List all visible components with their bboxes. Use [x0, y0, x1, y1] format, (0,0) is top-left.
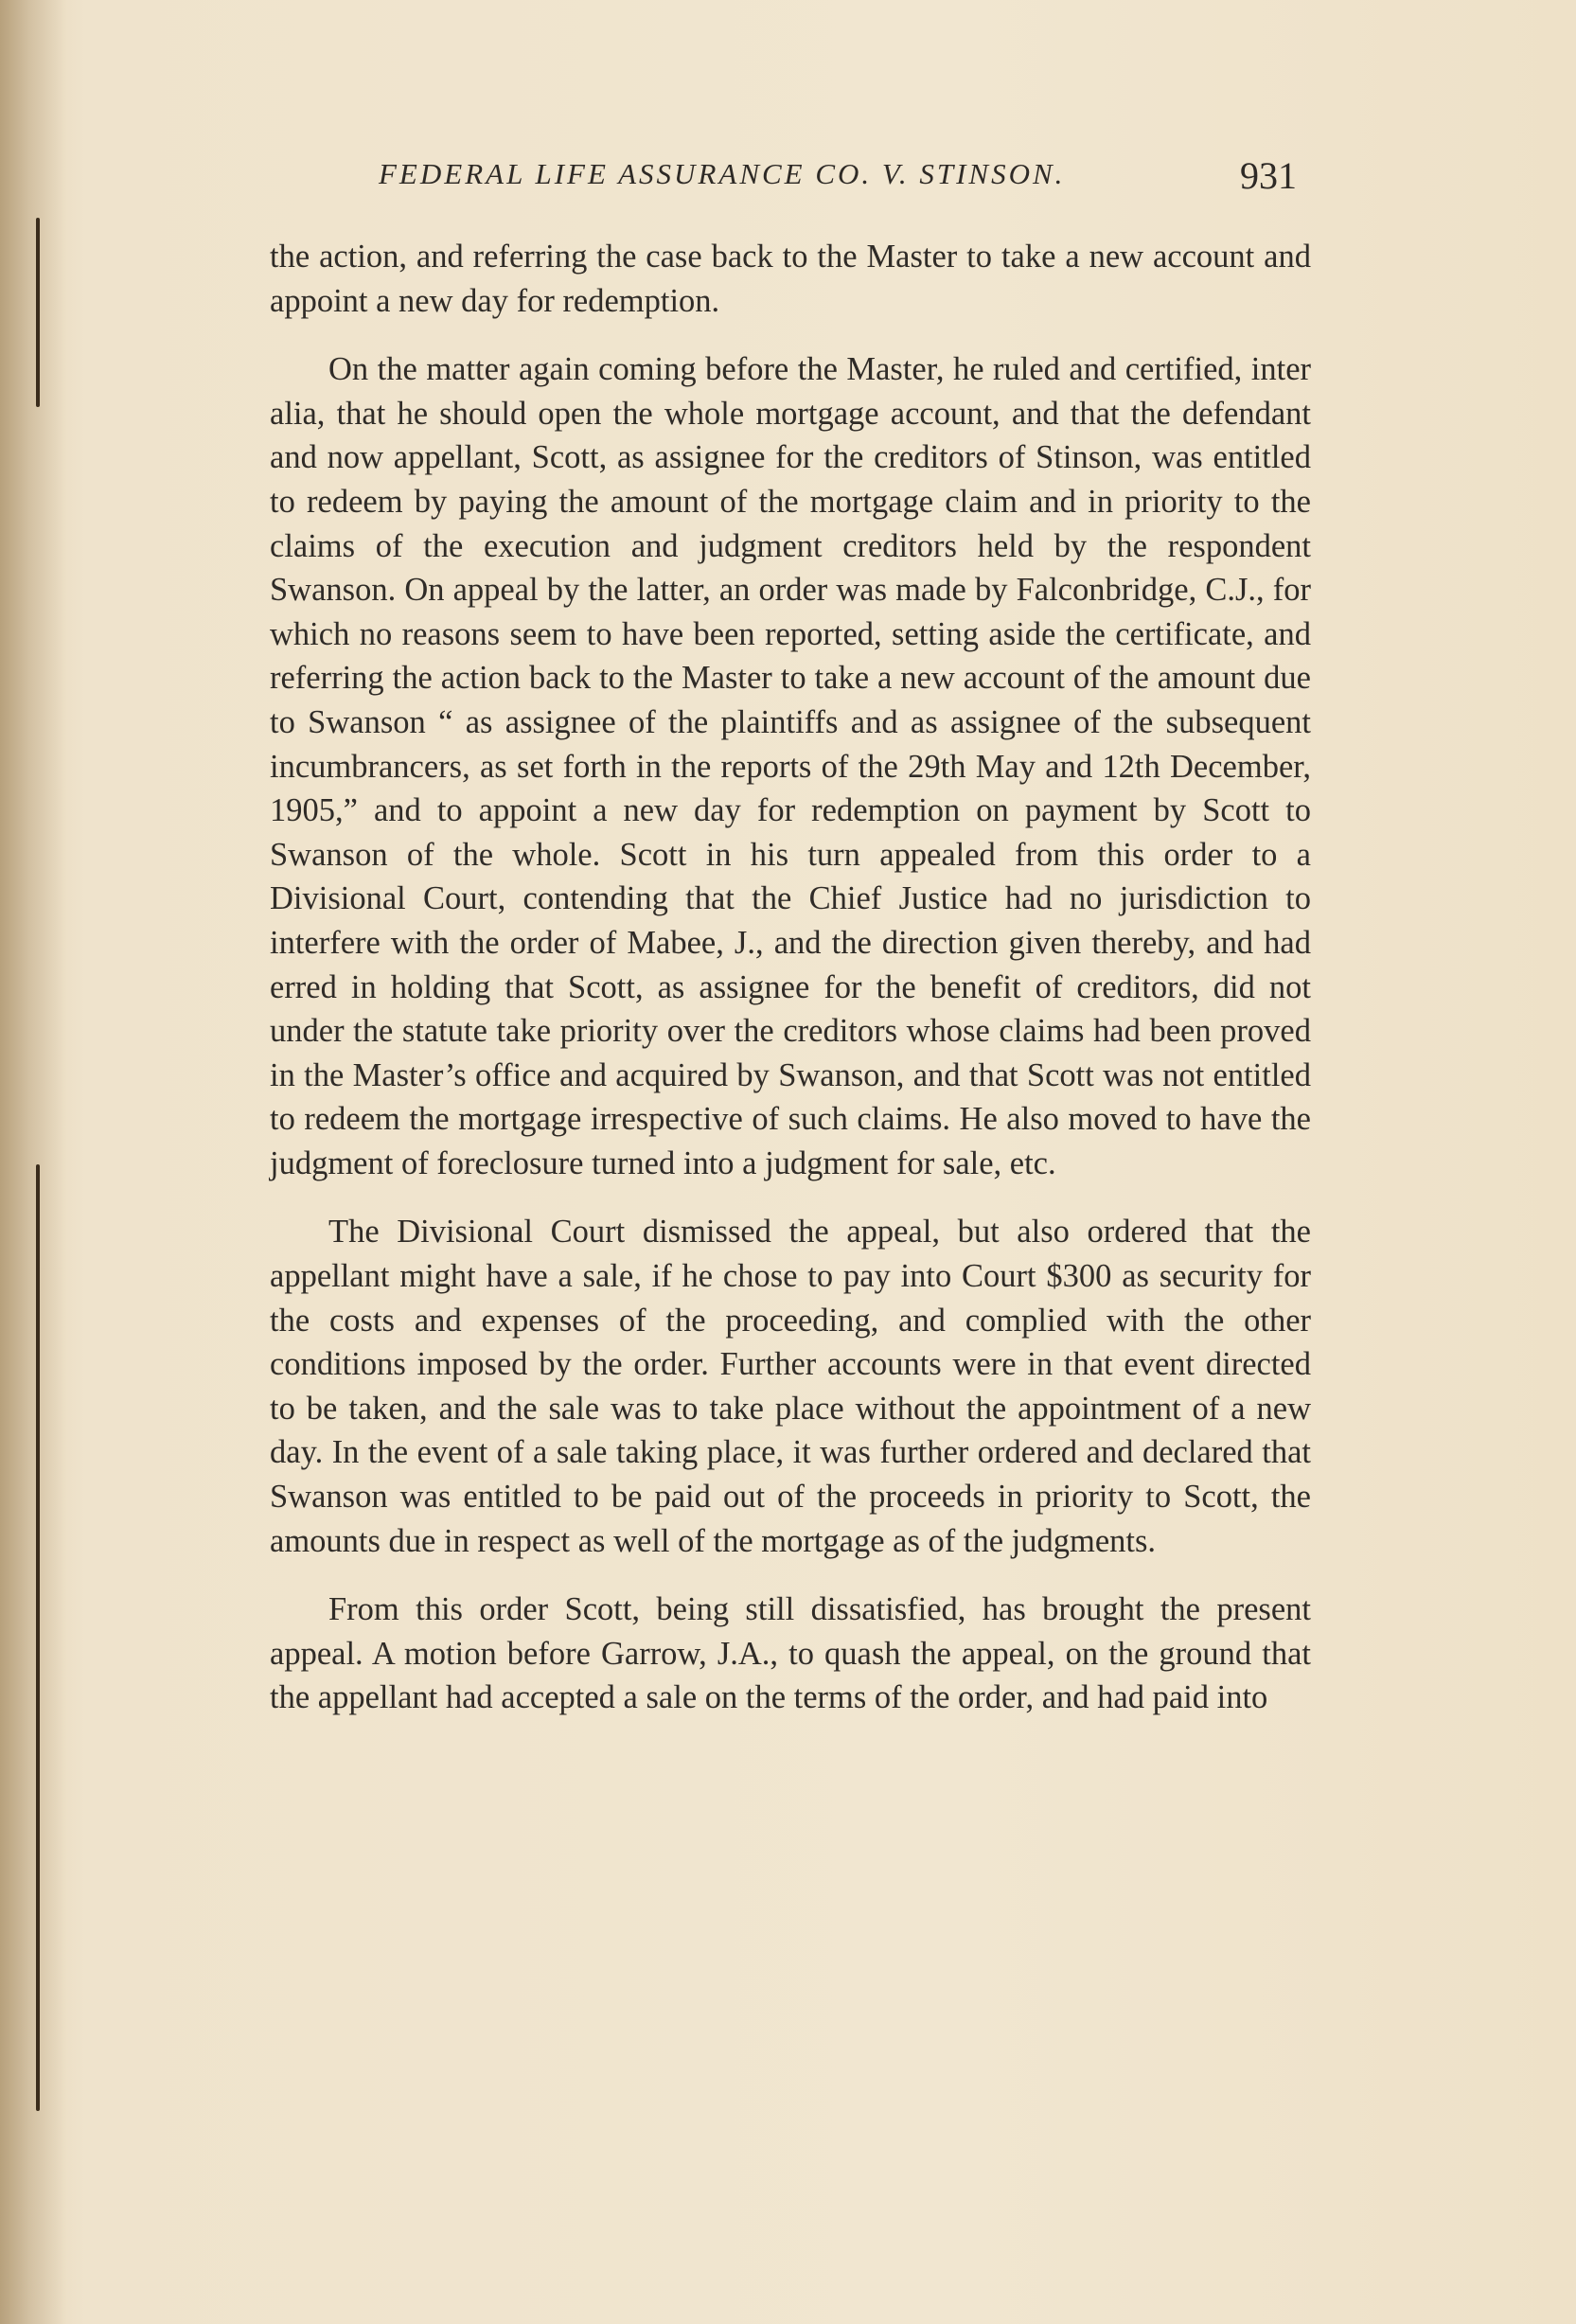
page-number: 931	[1240, 154, 1297, 197]
paragraph: From this order Scott, being still dissatisfied, has brought the present appeal. A motion before Garrow, J.A., to quash the appeal, on the ground that the appellant had accepted a sale on the terms of the order, and had paid into	[270, 1591, 1311, 1716]
gutter-mark	[36, 1164, 40, 2111]
paragraph: The Divisional Court dismissed the appeal, but also ordered that the appellant might have a sale, if he chose to pay into Court $300 as security for the costs and expenses of the proceeding, and complied with the other conditions imposed by the order. Further accounts were in that event directed to be taken, and the sale was to take place without the appointment of a new day. In the event of a sale taking place, it was further ordered and declared that Swanson was entitled to be paid out of the proceeds in priority to Scott, the amounts due in respect as well of the mortgage as of the judgments.	[270, 1214, 1311, 1559]
running-title: FEDERAL LIFE ASSURANCE CO. V. STINSON.	[379, 157, 1066, 190]
running-head	[379, 151, 1297, 208]
body-text	[270, 235, 1311, 1745]
page-binding-shadow	[0, 0, 66, 2324]
paragraph: the action, and referring the case back to the Master to take a new account and appoint a new day for redemption.	[270, 239, 1311, 319]
gutter-mark	[36, 218, 40, 407]
paragraph: On the matter again coming before the Master, he ruled and certified, inter alia, that he should open the whole mortgage account, and that the defendant and now appellant, Scott, as assignee for the creditors of Stinson, was entitled to redeem by paying the amount of the mortgage claim and in priority to the claims of the execution and judgment creditors held by the respondent Swanson. On appeal by the latter, an order was made by Falconbridge, C.J., for which no reasons seem to have been reported, setting aside the certificate, and referring the action back to the Master to take a new account of the amount due to Swanson “ as assignee of the plaintiffs and as assignee of the subsequent incumbrancers, as set forth in the reports of the 29th May and 12th December, 1905,” and to appoint a new day for redemption on payment by Scott to Swanson of the whole. Scott in his turn appealed from this order to a Divisional Court, contending that the Chief Justice had no jurisdiction to interfere with the order of Mabee, J., and the direction given thereby, and had erred in holding that Scott, as assignee for the benefit of creditors, did not under the statute take priority over the creditors whose claims had been proved in the Master’s office and acquired by Swanson, and that Scott was not entitled to redeem the mortgage irrespective of such claims. He also moved to have the judgment of foreclosure turned into a judgment for sale, etc.	[270, 351, 1311, 1181]
